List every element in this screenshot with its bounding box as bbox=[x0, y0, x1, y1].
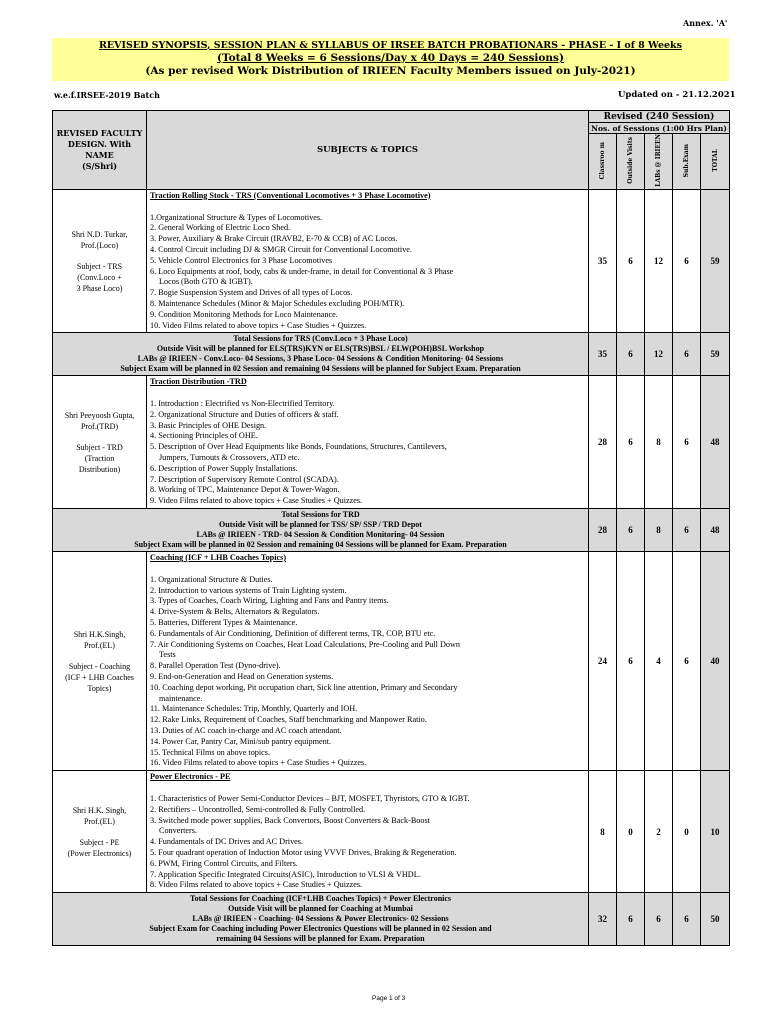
summary-count: 6 bbox=[645, 893, 673, 946]
faculty-cell bbox=[53, 552, 147, 771]
summary-text bbox=[53, 509, 589, 552]
faculty-line: Prof.(TRD) bbox=[80, 421, 119, 431]
topic-item: 6. PWM, Firing Control Circuits, and Filters. bbox=[150, 858, 298, 868]
session-count: 8 bbox=[589, 771, 617, 893]
session-count: 6 bbox=[617, 376, 645, 509]
faculty-line: Shri H.K. Singh, bbox=[72, 805, 127, 815]
header-labs: LABs @ IRIEEN bbox=[645, 134, 673, 190]
topic-item: 1. Organizational Structure & Duties. bbox=[150, 574, 273, 584]
session-count: 24 bbox=[589, 552, 617, 771]
topic-item: 3. Power, Auxiliary & Brake Circuit (IRAVB2, E-70 & CCB) of AC Locos. bbox=[150, 234, 398, 244]
topic-item: 1.Organizational Structure & Types of Locomotives. bbox=[150, 212, 323, 222]
faculty-line: Subject - Coaching bbox=[68, 661, 131, 671]
topic-item: 7. Bogie Suspension System and Drives of all types of Locos. bbox=[150, 288, 353, 298]
subject-row bbox=[53, 376, 730, 509]
session-count: 40 bbox=[701, 552, 730, 771]
topic-item: 6. Description of Power Supply Installations. bbox=[150, 463, 298, 473]
session-count: 6 bbox=[617, 552, 645, 771]
topic-item: 6. Loco Equipments at roof, body, cabs & under-frame, in detail for Conventional & 3 Phase bbox=[150, 266, 454, 276]
topic-item: 9. Video Films related to above topics + Case Studies + Quizzes. bbox=[150, 496, 363, 506]
topic-item: 2. General Working of Electric Loco Shed. bbox=[150, 223, 291, 233]
topic-item: 8. Maintenance Schedules (Minor & Major Schedules excluding POH/MTR). bbox=[150, 298, 405, 308]
subject-title: Coaching (ICF + LHB Coaches Topics) bbox=[150, 553, 287, 563]
faculty-line: Prof.(Loco) bbox=[80, 240, 119, 250]
summary-line: remaining 04 Sessions will be planned for Exam. Preparation bbox=[216, 934, 425, 944]
summary-line: Subject Exam will be planned in 02 Session and remaining 04 Sessions will be planned for Exam. Preparation bbox=[134, 540, 507, 550]
session-count: 6 bbox=[673, 189, 701, 333]
faculty-cell bbox=[53, 771, 147, 893]
topic-item: 7. Description of Supervisory Remote Control (SCADA). bbox=[150, 474, 339, 484]
subject-row bbox=[53, 771, 730, 893]
topic-item: 11. Maintenance Schedules: Trip, Monthly, Quarterly and IOH. bbox=[150, 704, 358, 714]
spacer bbox=[150, 388, 585, 399]
topic-item: 15. Technical Films on above topics. bbox=[150, 747, 271, 757]
summary-count: 12 bbox=[645, 333, 673, 376]
summary-count: 6 bbox=[673, 333, 701, 376]
spacer bbox=[150, 202, 585, 213]
topics-cell bbox=[147, 552, 589, 771]
topic-item: 10. Coaching depot working, Pit occupation chart, Sick line attention, Primary and Secondary bbox=[150, 682, 458, 692]
header-subjects: SUBJECTS & TOPICS bbox=[147, 111, 589, 190]
faculty-line: (Power Electronics) bbox=[67, 848, 132, 858]
banner-line-1: REVISED SYNOPSIS, SESSION PLAN & SYLLABUS OF IRSEE BATCH PROBATIONARS - PHASE - I of 8 Weeks bbox=[99, 40, 682, 51]
session-plan-table bbox=[52, 110, 730, 946]
session-count: 6 bbox=[673, 552, 701, 771]
summary-count: 8 bbox=[645, 509, 673, 552]
topic-item: 3. Basic Principles of OHE Design. bbox=[150, 420, 267, 430]
subject-title: Traction Distribution -TRD bbox=[150, 377, 247, 387]
header-revised: Revised (240 Session) bbox=[589, 111, 730, 123]
header-faculty: REVISED FACULTY DESIGN. With NAME (S/Shri) bbox=[53, 111, 147, 190]
topic-item: 5. Vehicle Control Electronics for 3 Phase Locomotives bbox=[150, 255, 333, 265]
faculty-line bbox=[56, 432, 143, 442]
subject-title: Traction Rolling Stock - TRS (Conventional Locomotives + 3 Phase Locomotive) bbox=[150, 190, 431, 200]
session-count: 0 bbox=[673, 771, 701, 893]
topic-item: 14. Power Car, Pantry Car, Mini/sub pantry equipment. bbox=[150, 736, 332, 746]
subject-row bbox=[53, 189, 730, 333]
topic-item: 13. Duties of AC coach in-charge and AC coach attendant. bbox=[150, 726, 342, 736]
summary-line: LABs @ IRIEEN - Coaching- 04 Sessions & Power Electronics- 02 Sessions bbox=[192, 914, 449, 924]
topic-item: 9. Condition Monitoring Methods for Loco Maintenance. bbox=[150, 309, 338, 319]
summary-count: 6 bbox=[673, 509, 701, 552]
session-count: 6 bbox=[617, 189, 645, 333]
session-count: 28 bbox=[589, 376, 617, 509]
topic-item: 7. Application Specific Integrated Circuits(ASIC), Introduction to VLSI & VHDL. bbox=[150, 869, 421, 879]
banner-line-3: (As per revised Work Distribution of IRIEEN Faculty Members issued on July-2021) bbox=[145, 65, 636, 77]
topic-item: 6. Fundamentals of Air Conditioning, Definition of different terms, TR, COP, BTU etc. bbox=[150, 628, 436, 638]
summary-count: 32 bbox=[589, 893, 617, 946]
summary-count: 59 bbox=[701, 333, 730, 376]
header-nos-sessions: Nos. of Sessions (1:00 Hrs Plan) bbox=[589, 123, 730, 134]
topic-item: 2. Organizational Structure and Duties of officers & staff. bbox=[150, 409, 339, 419]
title-banner bbox=[52, 38, 729, 81]
session-count: 8 bbox=[645, 376, 673, 509]
topic-item: 16. Video Films related to above topics + Case Studies + Quizzes. bbox=[150, 758, 367, 768]
faculty-line: Prof.(EL) bbox=[84, 816, 115, 826]
faculty-line: Subject - TRD bbox=[76, 442, 123, 452]
topic-item: 5. Batteries, Different Types & Maintenance. bbox=[150, 618, 298, 628]
topic-item: maintenance. bbox=[159, 693, 203, 703]
summary-count: 6 bbox=[673, 893, 701, 946]
topic-item: 10. Video Films related to above topics + Case Studies + Quizzes. bbox=[150, 320, 367, 330]
summary-count: 48 bbox=[701, 509, 730, 552]
faculty-line: Topics) bbox=[87, 683, 112, 693]
faculty-line: Subject - TRS bbox=[76, 261, 123, 271]
topic-item: 12. Rake Links, Requirement of Coaches, Staff benchmarking and Manpower Ratio. bbox=[150, 715, 427, 725]
summary-text bbox=[53, 333, 589, 376]
updated-date: Updated on - 21.12.2021 bbox=[618, 90, 736, 100]
summary-count: 6 bbox=[617, 893, 645, 946]
topic-item: 8. Parallel Operation Test (Dyno-drive). bbox=[150, 661, 281, 671]
topic-item: Locos (Both GTO & IGBT). bbox=[159, 277, 253, 287]
banner-line-2: (Total 8 Weeks = 6 Sessions/Day x 40 Days = 240 Sessions) bbox=[217, 52, 564, 64]
spacer bbox=[150, 564, 585, 575]
subject-title: Power Electronics - PE bbox=[150, 772, 231, 782]
summary-count: 6 bbox=[617, 509, 645, 552]
faculty-line bbox=[56, 651, 143, 661]
summary-count: 6 bbox=[617, 333, 645, 376]
subject-row bbox=[53, 552, 730, 771]
header-outside-visits: Outside Visits bbox=[617, 134, 645, 190]
faculty-line: Distribution) bbox=[78, 464, 121, 474]
faculty-line: 3 Phase Loco) bbox=[76, 283, 123, 293]
topic-item: 8. Video Films related to above topics + Case Studies + Quizzes. bbox=[150, 880, 363, 890]
faculty-line: (ICF + LHB Coaches bbox=[65, 672, 134, 682]
faculty-line: (Conv.Loco + bbox=[77, 272, 122, 282]
topic-item: 4. Sectioning Principles of OHE. bbox=[150, 431, 258, 441]
batch-label: w.e.f.IRSEE-2019 Batch bbox=[54, 90, 160, 100]
summary-line: Outside Visit will be planned for Coaching at Mumbai bbox=[228, 904, 413, 914]
session-count: 35 bbox=[589, 189, 617, 333]
topic-item: 5. Four quadrant operation of Induction Motor using VVVF Drives, Braking & Regeneration. bbox=[150, 847, 457, 857]
faculty-cell bbox=[53, 376, 147, 509]
topics-cell bbox=[147, 376, 589, 509]
header-sub-exam: Sub.Exam bbox=[673, 134, 701, 190]
summary-line: Outside Visit will be planned for ELS(TRS)KYN or ELS(TRS)BSL / ELW(POH)BSL Workshop bbox=[156, 344, 485, 354]
topic-item: 7. Air Conditioning Systems on Coaches, Heat Load Calculations, Pre-Cooling and Pull Down bbox=[150, 639, 460, 649]
topic-item: Converters. bbox=[159, 826, 197, 836]
summary-row bbox=[53, 333, 730, 376]
faculty-line: (Traction bbox=[84, 453, 115, 463]
summary-row bbox=[53, 893, 730, 946]
session-count: 6 bbox=[673, 376, 701, 509]
summary-line: Total Sessions for TRD bbox=[281, 510, 360, 520]
topic-item: 4. Control Circuit including DJ & SMGR Circuit for Conventional Locomotive. bbox=[150, 244, 412, 254]
summary-line: LABs @ IRIEEN - Conv.Loco- 04 Sessions, 3 Phase Loco- 04 Sessions & Condition Monitoring- 04 Sessions bbox=[137, 354, 504, 364]
summary-count: 28 bbox=[589, 509, 617, 552]
session-count: 59 bbox=[701, 189, 730, 333]
annex-label: Annex. 'A' bbox=[683, 18, 728, 28]
summary-count: 50 bbox=[701, 893, 730, 946]
faculty-line bbox=[56, 827, 143, 837]
summary-line: Total Sessions for TRS (Conv.Loco + 3 Phase Loco) bbox=[233, 334, 408, 344]
session-count: 4 bbox=[645, 552, 673, 771]
summary-row bbox=[53, 509, 730, 552]
summary-text bbox=[53, 893, 589, 946]
faculty-line bbox=[56, 251, 143, 261]
topic-item: Jumpers, Turnouts & Crossovers, ATD etc. bbox=[159, 453, 300, 463]
topic-item: 9. End-on-Generation and Head on Generation systems. bbox=[150, 672, 334, 682]
topic-item: 2. Rectifiers – Uncontrolled, Semi-controlled & Fully Controlled. bbox=[150, 804, 366, 814]
summary-line: Subject Exam for Coaching including Power Electronics Questions will be planned in 02 Session and bbox=[149, 924, 492, 934]
topic-item: 4. Drive-System & Belts, Alternators & Regulators. bbox=[150, 607, 320, 617]
faculty-cell bbox=[53, 189, 147, 333]
faculty-line: Shri H.K.Singh, bbox=[73, 629, 126, 639]
topic-item: 5. Description of Over Head Equipments like Bonds, Foundations, Structures, Cantilevers, bbox=[150, 442, 447, 452]
summary-line: Outside Visit will be planned for TSS/ SP/ SSP / TRD Depot bbox=[219, 520, 422, 530]
faculty-line: Prof.(EL) bbox=[84, 640, 115, 650]
summary-count: 35 bbox=[589, 333, 617, 376]
page-number: Page 1 of 3 bbox=[372, 995, 406, 1002]
topic-item: 8. Working of TPC, Maintenance Depot & Tower-Wagon. bbox=[150, 485, 340, 495]
summary-line: Total Sessions for Coaching (ICF+LHB Coaches Topics) + Power Electronics bbox=[189, 894, 452, 904]
topic-item: 4. Fundamentals of DC Drives and AC Drives. bbox=[150, 837, 304, 847]
session-count: 12 bbox=[645, 189, 673, 333]
faculty-line: Shri Peeyoosh Gupta, bbox=[64, 410, 135, 420]
session-count: 48 bbox=[701, 376, 730, 509]
session-count: 2 bbox=[645, 771, 673, 893]
topic-item: 3. Types of Coaches, Coach Wiring, Lighting and Fans and Pantry items. bbox=[150, 596, 389, 606]
header-total: TOTAL bbox=[701, 134, 730, 190]
topics-cell bbox=[147, 771, 589, 893]
topics-cell bbox=[147, 189, 589, 333]
topic-item: 2. Introduction to various systems of Train Lighting system. bbox=[150, 585, 347, 595]
topic-item: Tests bbox=[159, 650, 176, 660]
topic-item: 1. Characteristics of Power Semi-Conductor Devices – BJT, MOSFET, Thyristors, GTO & IGBT. bbox=[150, 794, 470, 803]
faculty-line: Subject - PE bbox=[79, 837, 120, 847]
session-count: 10 bbox=[701, 771, 730, 893]
header-classroom: Classroo m bbox=[589, 134, 617, 190]
session-count: 0 bbox=[617, 771, 645, 893]
topic-item: 1. Introduction : Electrified vs Non-Electrified Territory. bbox=[150, 399, 335, 409]
spacer bbox=[150, 783, 585, 794]
summary-line: Subject Exam will be planned in 02 Session and remaining 04 Sessions will be planned for Subject Exam. Preparation bbox=[120, 364, 521, 374]
topic-item: 3. Switched mode power supplies, Back Convertors, Boost Converters & Back-Boost bbox=[150, 815, 430, 825]
faculty-line: Shri N.D. Turkar, bbox=[71, 229, 128, 239]
summary-line: LABs @ IRIEEN - TRD- 04 Session & Condition Monitoring- 04 Session bbox=[196, 530, 445, 540]
